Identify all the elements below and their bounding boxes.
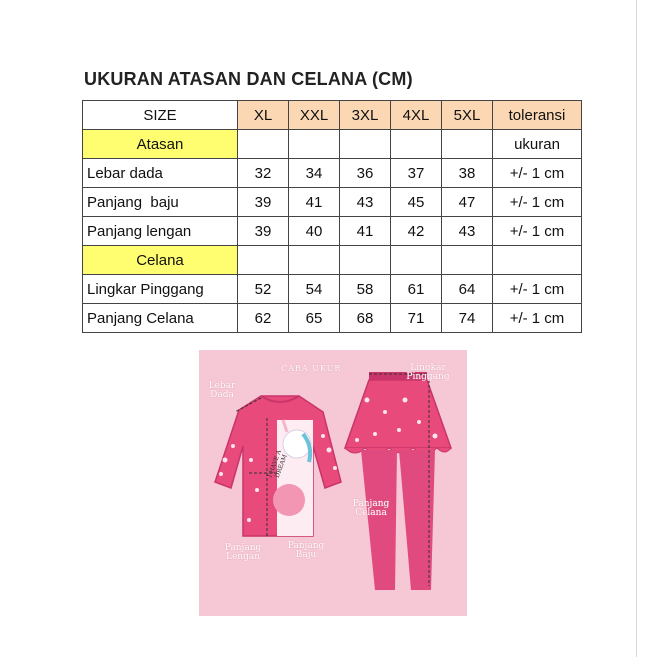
value-cell: 74 bbox=[442, 304, 493, 333]
table-row bbox=[83, 188, 582, 217]
tolerance-cell: +/- 1 cm bbox=[493, 159, 582, 188]
section-label-celana: Celana bbox=[83, 246, 238, 275]
value-cell: 47 bbox=[442, 188, 493, 217]
value-cell: 39 bbox=[238, 217, 289, 246]
value-cell: 38 bbox=[442, 159, 493, 188]
garment-illustration bbox=[199, 350, 467, 616]
empty-cell bbox=[391, 246, 442, 275]
value-cell: 45 bbox=[391, 188, 442, 217]
table-row bbox=[83, 275, 582, 304]
table-row bbox=[83, 217, 582, 246]
section-label-atasan: Atasan bbox=[83, 130, 238, 159]
value-cell: 43 bbox=[340, 188, 391, 217]
empty-cell bbox=[238, 246, 289, 275]
value-cell: 54 bbox=[289, 275, 340, 304]
value-cell: 42 bbox=[391, 217, 442, 246]
section-note-ukuran: ukuran bbox=[493, 130, 582, 159]
label-panjang-baju: Panjang Baju bbox=[287, 541, 325, 560]
row-label: Panjang Celana bbox=[83, 304, 238, 333]
value-cell: 61 bbox=[391, 275, 442, 304]
value-cell: 65 bbox=[289, 304, 340, 333]
value-cell: 39 bbox=[238, 188, 289, 217]
empty-cell bbox=[340, 246, 391, 275]
empty-cell bbox=[391, 130, 442, 159]
value-cell: 43 bbox=[442, 217, 493, 246]
tolerance-cell: +/- 1 cm bbox=[493, 304, 582, 333]
section-row-atasan bbox=[83, 130, 582, 159]
value-cell: 36 bbox=[340, 159, 391, 188]
table-header-row bbox=[83, 101, 582, 130]
header-cell-3xl: 3XL bbox=[340, 101, 391, 130]
value-cell: 37 bbox=[391, 159, 442, 188]
empty-cell bbox=[238, 130, 289, 159]
value-cell: 52 bbox=[238, 275, 289, 304]
section-row-celana bbox=[83, 246, 582, 275]
value-cell: 71 bbox=[391, 304, 442, 333]
tolerance-cell: +/- 1 cm bbox=[493, 217, 582, 246]
empty-cell bbox=[442, 246, 493, 275]
value-cell: 62 bbox=[238, 304, 289, 333]
header-cell-xl: XL bbox=[238, 101, 289, 130]
label-lebar-dada: Lebar Dada bbox=[208, 381, 236, 400]
empty-cell bbox=[442, 130, 493, 159]
value-cell: 64 bbox=[442, 275, 493, 304]
tolerance-cell: +/- 1 cm bbox=[493, 275, 582, 304]
label-panjang-lengan: Panjang Lengan bbox=[224, 543, 262, 562]
header-cell-toleransi: toleransi bbox=[493, 101, 582, 130]
page-title: UKURAN ATASAN DAN CELANA (CM) bbox=[84, 69, 413, 89]
tolerance-cell: +/- 1 cm bbox=[493, 188, 582, 217]
diagram-heading: CARA UKUR bbox=[281, 364, 342, 373]
label-lingkar-pinggang: Lingkar Pinggang bbox=[406, 363, 450, 382]
header-cell-xxl: XXL bbox=[289, 101, 340, 130]
empty-cell bbox=[289, 246, 340, 275]
empty-cell bbox=[289, 130, 340, 159]
value-cell: 41 bbox=[289, 188, 340, 217]
row-label: Panjang baju bbox=[83, 188, 238, 217]
row-label: Lebar dada bbox=[83, 159, 238, 188]
header-cell-5xl: 5XL bbox=[442, 101, 493, 130]
shirt-print-text: I HAVE A DREAM bbox=[266, 449, 289, 479]
value-cell: 34 bbox=[289, 159, 340, 188]
header-cell-4xl: 4XL bbox=[391, 101, 442, 130]
row-label: Lingkar Pinggang bbox=[83, 275, 238, 304]
value-cell: 41 bbox=[340, 217, 391, 246]
empty-cell bbox=[493, 246, 582, 275]
value-cell: 58 bbox=[340, 275, 391, 304]
skirt-pants-illustration bbox=[345, 372, 451, 590]
header-cell-size: SIZE bbox=[83, 101, 238, 130]
value-cell: 68 bbox=[340, 304, 391, 333]
row-label: Panjang lengan bbox=[83, 217, 238, 246]
empty-cell bbox=[340, 130, 391, 159]
value-cell: 32 bbox=[238, 159, 289, 188]
size-table bbox=[82, 100, 582, 333]
page-edge bbox=[636, 0, 637, 657]
label-panjang-celana: Panjang Celana bbox=[352, 499, 390, 518]
table-row bbox=[83, 304, 582, 333]
measurement-diagram bbox=[199, 350, 467, 616]
table-row bbox=[83, 159, 582, 188]
value-cell: 40 bbox=[289, 217, 340, 246]
